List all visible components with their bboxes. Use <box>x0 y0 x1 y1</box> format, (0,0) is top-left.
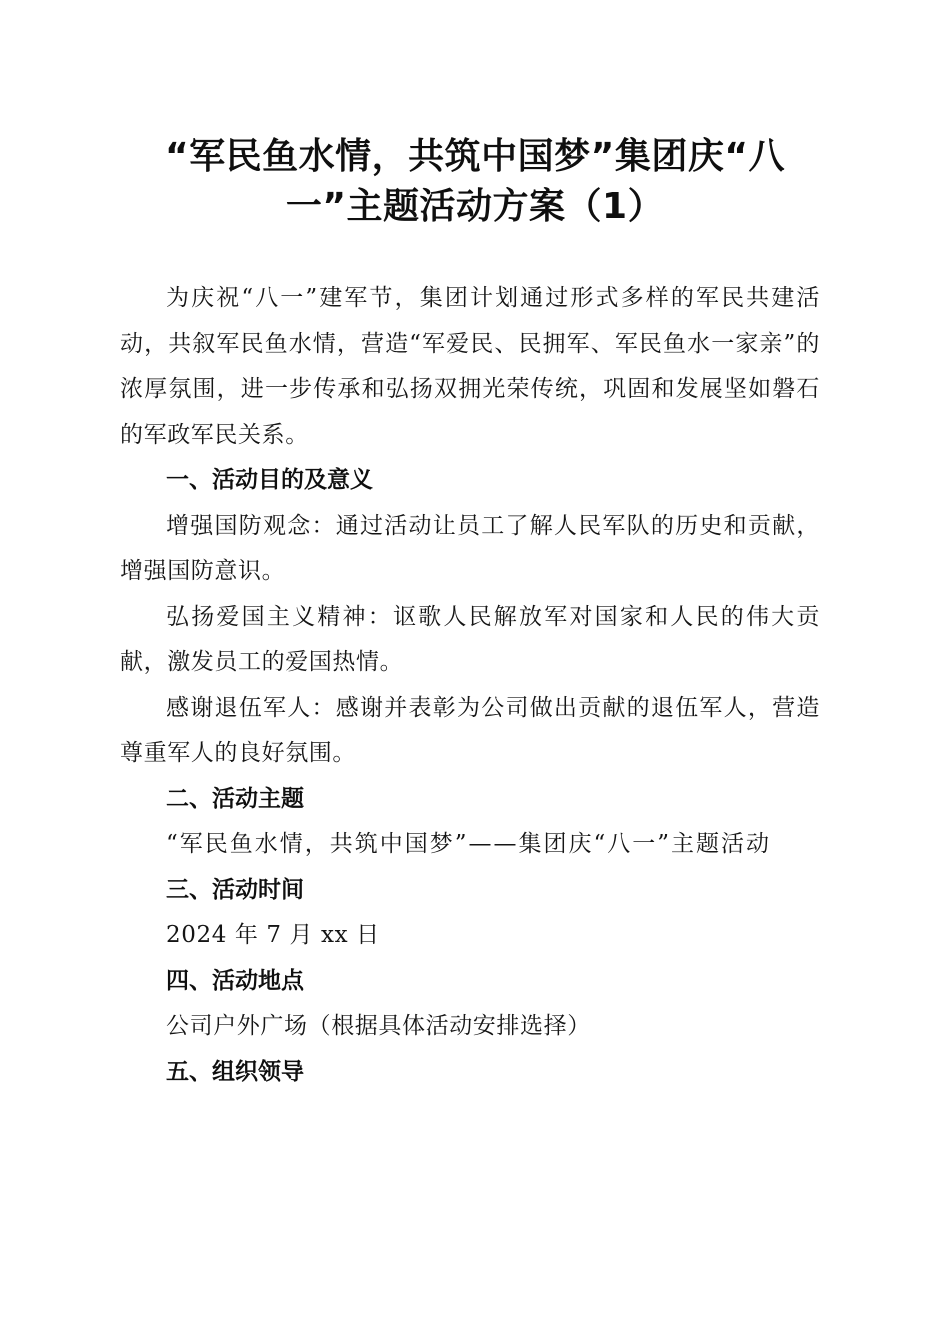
section-heading-purpose: 一、活动目的及意义 <box>166 467 373 493</box>
paragraph-theme: “军民鱼水情，共筑中国梦”——集团庆“八一”主题活动 <box>166 831 772 857</box>
title-line-2: 一”主题活动方案（1） <box>285 186 665 227</box>
document-title <box>120 132 830 232</box>
paragraph-time: 2024 年 7 月 xx 日 <box>166 922 380 948</box>
section-heading-location: 四、活动地点 <box>166 967 304 994</box>
title-line-1: “军民鱼水情，共筑中国梦”集团庆“八 <box>165 136 785 177</box>
paragraph-patriotism: 弘扬爱国主义精神：讴歌人民解放军对国家和人民的伟大贡献，激发员工的爱国热情。 <box>120 603 820 675</box>
section-heading-leadership: 五、组织领导 <box>166 1058 304 1085</box>
paragraph-defense-awareness: 增强国防观念：通过活动让员工了解人民军队的历史和贡献，增强国防意识。 <box>120 512 820 584</box>
document-body <box>120 276 820 1095</box>
intro-paragraph: 为庆祝“八一”建军节，集团计划通过形式多样的军民共建活动，共叙军民鱼水情，营造“军爱民、民拥军、军民鱼水一家亲”的浓厚氛围，进一步传承和弘扬双拥光荣传统，巩固和发展坚如磐石的军政军民关系。 <box>120 285 820 448</box>
section-heading-time: 三、活动时间 <box>166 876 304 903</box>
paragraph-veterans: 感谢退伍军人：感谢并表彰为公司做出贡献的退伍军人，营造尊重军人的良好氛围。 <box>120 694 820 766</box>
section-heading-theme: 二、活动主题 <box>166 785 304 812</box>
paragraph-location: 公司户外广场（根据具体活动安排选择） <box>166 1013 591 1039</box>
